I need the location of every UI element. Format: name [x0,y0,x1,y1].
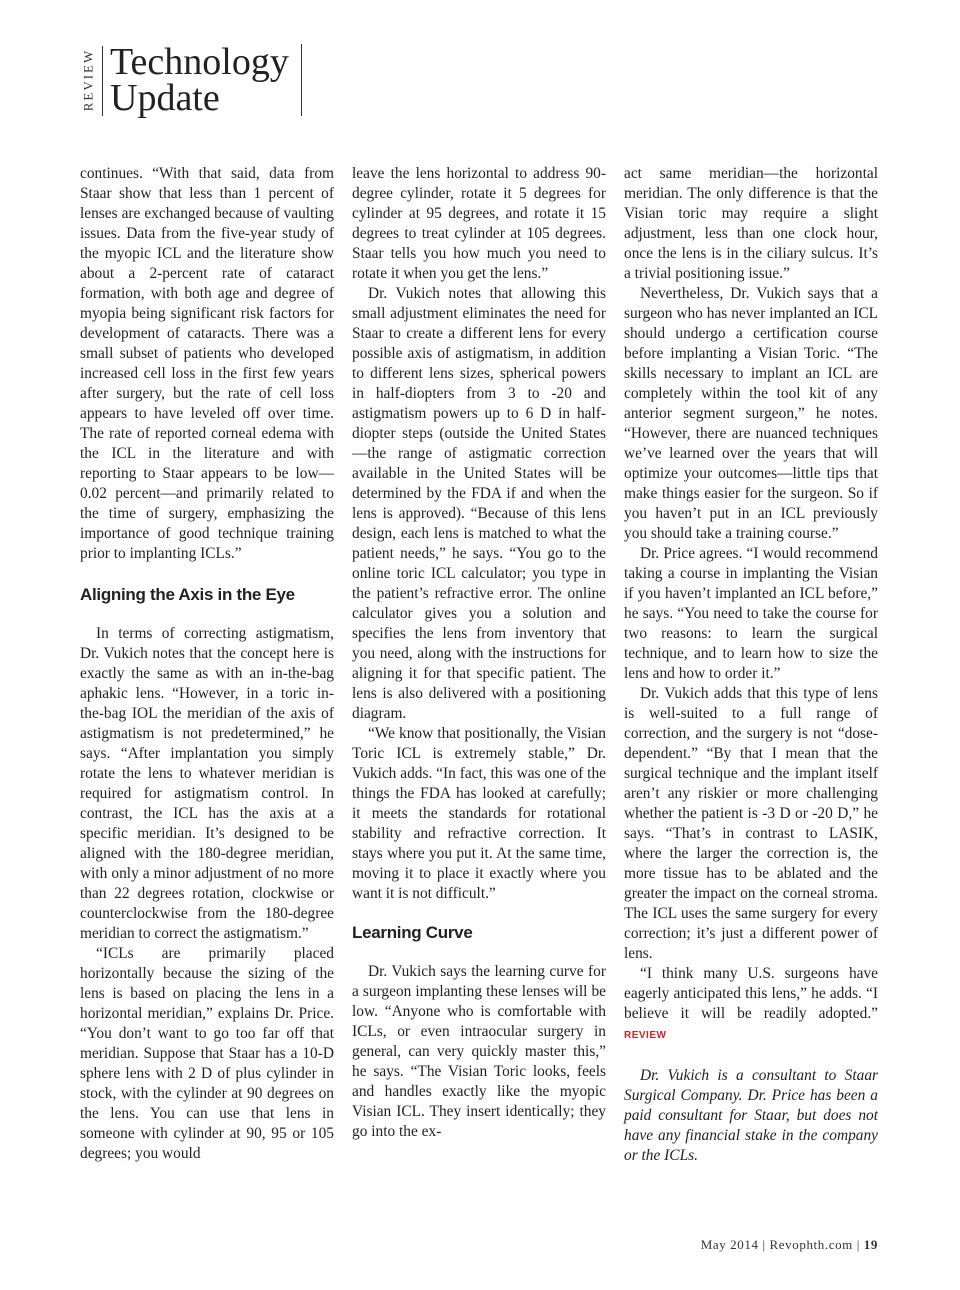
paragraph [624,964,878,1046]
author-disclosure: Dr. Vukich is a consultant to Staar Surgical Company. Dr. Price has been a paid consultant for Staar, but does not have any financial stake in the company or the ICLs. [624,1067,878,1164]
section-title-line2: Update [110,77,220,119]
column-2 [352,164,606,1142]
website: Revophth.com [769,1237,853,1252]
paragraph: “We know that positionally, the Visian Toric ICL is extremely stable,” Dr. Vukich adds. “In fact, this was one of the things the FDA has looked at carefully; it meets the standards for rotational stability and refractive correction. It stays where you put it. At the same time, moving it to place it exactly where you want it is not difficult.” [352,725,606,902]
paragraph: Dr. Price agrees. “I would recommend taking a course in implanting the Visian if you haven’t implanted an ICL before,” he says. “You need to take the course for two reasons: to learn the surgical technique, and to learn how to size the lens and how to order it.” [624,545,878,682]
column-3 [624,164,878,1166]
end-mark: REVIEW [624,1030,667,1041]
page-number: 19 [863,1237,878,1252]
review-tag [78,44,98,116]
section-heading: Learning Curve [352,923,473,942]
section-title [110,41,302,119]
masthead-divider [102,46,103,116]
closing-quote: “I think many U.S. surgeons have eagerly anticipated this lens,” he adds. “I believe it will be readily adopted.” [624,965,878,1022]
page-footer: May 2014 | Revophth.com | 19 [700,1237,878,1252]
paragraph: In terms of correcting astigmatism, Dr. Vukich notes that the concept here is exactly the same as with an in-the-bag aphakic lens. “However, in a toric in-the-bag IOL the meridian of the axis of astigmatism is not predetermined,” he says. “After implantation you simply rotate the lens to whatever meridian is required for astigmatism control. In contrast, the ICL has the axis at a specific meridian. It’s designed to be aligned with the 180-degree meridian, with only a minor adjustment of no more than 22 degrees rotation, clockwise or counterclockwise from the 180-degree meridian to correct the astigmatism.” [80,625,334,942]
section-heading: Aligning the Axis in the Eye [80,585,295,604]
paragraph: continues. “With that said, data from Staar show that less than 1 percent of lenses are exchanged because of vaulting issues. Data from the five-year study of the myopic ICL and the literature show about a 2-percent rate of cataract formation, with both age and degree of myopia being significant risk factors for development of cataracts. There was a small subset of patients who developed increased cell loss in the first few years after surgery, but the rate of cell loss appears to have leveled off over time. The rate of reported corneal edema with the ICL in the literature and with reporting to Staar appears to be low—0.02 percent—and primarily related to the time of surgery, emphasizing the importance of good technique training prior to implanting ICLs.” [80,165,334,562]
section-title-line1: Technology [110,41,289,83]
column-1 [80,164,334,1164]
paragraph: act same meridian—the horizontal meridian. The only difference is that the Visian toric may require a slight adjustment, less than one clock hour, once the lens is in the ciliary sulcus. It’s a trivial positioning issue.” [624,165,878,282]
paragraph: Dr. Vukich says the learning curve for a surgeon implanting these lenses will be low. “Anyone who is comfortable with ICLs, or even intraocular surgery in general, can very quickly master this,” he says. “The Visian Toric looks, feels and handles exactly like the myopic Visian ICL. They insert identically; they go into the ex- [352,963,606,1140]
paragraph: Nevertheless, Dr. Vukich says that a surgeon who has never implanted an ICL should undergo a certification course before implanting a Visian Toric. “The skills necessary to implant an ICL are completely within the tool kit of any anterior segment surgeon,” he notes. “However, there are nuanced techniques we’ve learned over the years that will optimize your outcomes—little tips that make things easier for the surgeon. So if you haven’t put in an ICL previously you should take a training course.” [624,285,878,542]
issue-date: May 2014 [700,1237,759,1252]
paragraph: “ICLs are primarily placed horizontally because the sizing of the lens is based on placing the lens in a horizontal meridian,” explains Dr. Price. “You don’t want to go too far off that meridian. Suppose that Staar has a 10-D sphere lens with 2 D of plus cylinder in stock, with the cylinder at 90 degrees on the lens. You can use that lens in someone with cylinder at 90, 95 or 105 degrees; you would [80,945,334,1162]
paragraph: Dr. Vukich notes that allowing this small adjustment eliminates the need for Staar to create a different lens for every possible axis of astigmatism, in addition to different lens sizes, spherical powers in half-diopters from 3 to -20 and astigmatism powers up to 6 D in half-diopter steps (outside the United States—the range of astigmatic correction available in the United States will be determined by the FDA if and when the lens is approved). “Because of this lens design, each lens is matched to what the patient needs,” he says. “You go to the online toric ICL calculator; you type in the patient’s refractive error. The online calculator gives you a solution and specifies the lens from inventory that you need, along with the instructions for aligning it for that specific patient. The lens is also delivered with a positioning diagram. [352,285,606,722]
review-tag-text: REVIEW [80,48,96,112]
paragraph: leave the lens horizontal to address 90-degree cylinder, rotate it 5 degrees for cylinder at 95 degrees, and rotate it 15 degrees to treat cylinder at 105 degrees. Staar tells you how much you need to rotate it when you get the lens.” [352,165,606,282]
paragraph: Dr. Vukich adds that this type of lens is well-suited to a full range of correction, and the surgery is not “dose-dependent.” “By that I mean that the surgical technique and the implant itself aren’t any riskier or more challenging whether the patient is -3 D or -20 D,” he says. “That’s in contrast to LASIK, where the larger the correction is, the more tissue has to be ablated and the greater the impact on the corneal stroma. The ICL uses the same surgery for every correction; it’s just a different power of lens. [624,685,878,962]
